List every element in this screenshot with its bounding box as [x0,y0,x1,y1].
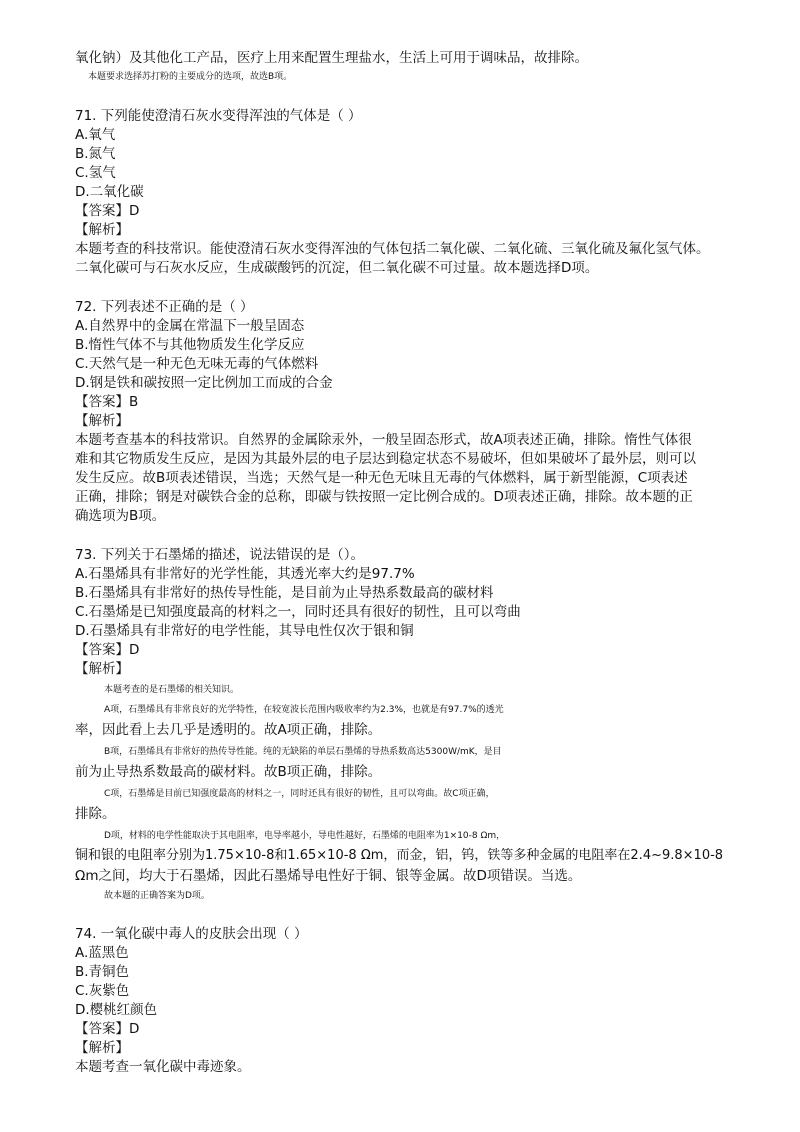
q73-stem: 73. 下列关于石墨烯的描述，说法错误的是（）。 [75,547,365,563]
q73-analysis-line-11: 故本题的正确答案为D项。 [104,891,210,901]
q73-analysis-line-10: Ωm之间，均大于石墨烯，因此石墨烯导电性好于铜、银等金属。故D项错误。当选。 [75,868,582,884]
q71-analysis-label: 【解析】 [75,222,129,238]
q73-analysis-line-4: B项，石墨烯具有非常好的热传导性能。纯的无缺陷的单层石墨烯的导热系数高达5300W/mK，是目 [104,747,502,757]
q73-analysis-line-7: 排除。 [75,806,116,822]
q72-analysis-line-1: 本题考查基本的科技常识。自然界的金属除汞外，一般呈固态形式，故A项表述正确，排除。惰性气体很 [75,432,692,448]
q74-option-a: A.蓝黑色 [75,945,129,961]
q73-option-d: D.石墨烯具有非常好的电学性能，其导电性仅次于银和铜 [75,623,414,639]
q71-answer: 【答案】D [75,203,140,219]
q72-answer: 【答案】B [75,394,139,410]
q74-answer: 【答案】D [75,1021,140,1037]
q72-analysis-line-2: 难和其它物质发生反应，是因为其最外层的电子层达到稳定状态不易破坏，但如果破坏了最外层，则可以 [75,451,696,467]
q72-option-a: A.自然界中的金属在常温下一般呈固态 [75,318,305,334]
q73-analysis-line-9: 铜和银的电阻率分别为1.75×10-8和1.65×10-8 Ωm，而金，铝，钨，铁等多种金属的电阻率在2.4~9.8×10-8 [75,848,724,863]
q72-option-d: D.钢是铁和碳按照一定比例加工而成的合金 [75,375,333,391]
q73-analysis-label: 【解析】 [75,661,129,677]
intro-line-1: 氧化钠）及其他化工产品，医疗上用来配置生理盐水，生活上可用于调味品，故排除。 [75,50,588,66]
q73-option-a: A.石墨烯具有非常好的光学性能，其透光率大约是97.7% [75,566,415,582]
q72-analysis-label: 【解析】 [75,413,129,429]
q74-option-b: B.青铜色 [75,964,130,980]
q73-analysis-line-3: 率，因此看上去几乎是透明的。故A项正确，排除。 [75,722,382,738]
q74-option-c: C.灰紫色 [75,983,130,999]
q71-option-c: C.氢气 [75,165,116,181]
q73-analysis-line-2: A项，石墨烯具有非常良好的光学特性，在较宽波长范围内吸收率约为2.3%，也就是有97.7%的透光 [104,705,504,715]
q72-option-c: C.天然气是一种无色无味无毒的气体燃料 [75,356,319,372]
q71-stem: 71. 下列能使澄清石灰水变得浑浊的气体是（ ） [75,108,362,124]
q73-option-c: C.石墨烯是已知强度最高的材料之一，同时还具有很好的韧性，且可以弯曲 [75,604,521,620]
q74-analysis-line-1: 本题考查一氧化碳中毒迹象。 [75,1059,251,1075]
q73-option-b: B.石墨烯具有非常好的热传导性能，是目前为止导热系数最高的碳材料 [75,585,494,601]
q71-option-a: A.氧气 [75,127,116,143]
q73-analysis-line-1: 本题考查的是石墨烯的相关知识。 [104,685,240,695]
q74-analysis-label: 【解析】 [75,1040,129,1056]
q71-analysis-line-2: 二氧化碳可与石灰水反应，生成碳酸钙的沉淀，但二氧化碳不可过量。故本题选择D项。 [75,260,599,276]
q72-analysis-line-5: 确选项为B项。 [75,508,166,524]
q74-stem: 74. 一氧化碳中毒人的皮肤会出现（ ） [75,926,308,942]
q74-option-d: D.樱桃红颜色 [75,1002,158,1018]
q73-analysis-line-8: D项，材料的电学性能取决于其电阻率，电导率越小，导电性越好，石墨烯的电阻率为1×10-8 Ωm， [104,831,506,841]
q73-analysis-line-5: 前为止导热系数最高的碳材料。故B项正确，排除。 [75,764,382,780]
q72-option-b: B.惰性气体不与其他物质发生化学反应 [75,337,305,353]
q72-analysis-line-3: 发生反应。故B项表述错误，当选；天然气是一种无色无味且无毒的气体燃料，属于新型能源，C项表述 [75,470,688,486]
q71-option-b: B.氮气 [75,146,116,162]
q73-analysis-line-6: C项，石墨烯是目前已知强度最高的材料之一，同时还具有很好的韧性，且可以弯曲。故C项正确， [104,789,495,799]
q72-analysis-line-4: 正确，排除；钢是对碳铁合金的总称，即碳与铁按照一定比例合成的。D项表述正确，排除。故本题的正 [75,489,693,505]
intro-line-2: 本题要求选择苏打粉的主要成分的选项，故选B项。 [88,72,293,82]
q72-stem: 72. 下列表述不正确的是（ ） [75,299,254,315]
q73-answer: 【答案】D [75,642,140,658]
q71-option-d: D.二氧化碳 [75,184,144,200]
q71-analysis-line-1: 本题考查的科技常识。能使澄清石灰水变得浑浊的气体包括二氧化碳、二氧化硫、三氧化硫及氟化氢气体。 [75,241,710,257]
